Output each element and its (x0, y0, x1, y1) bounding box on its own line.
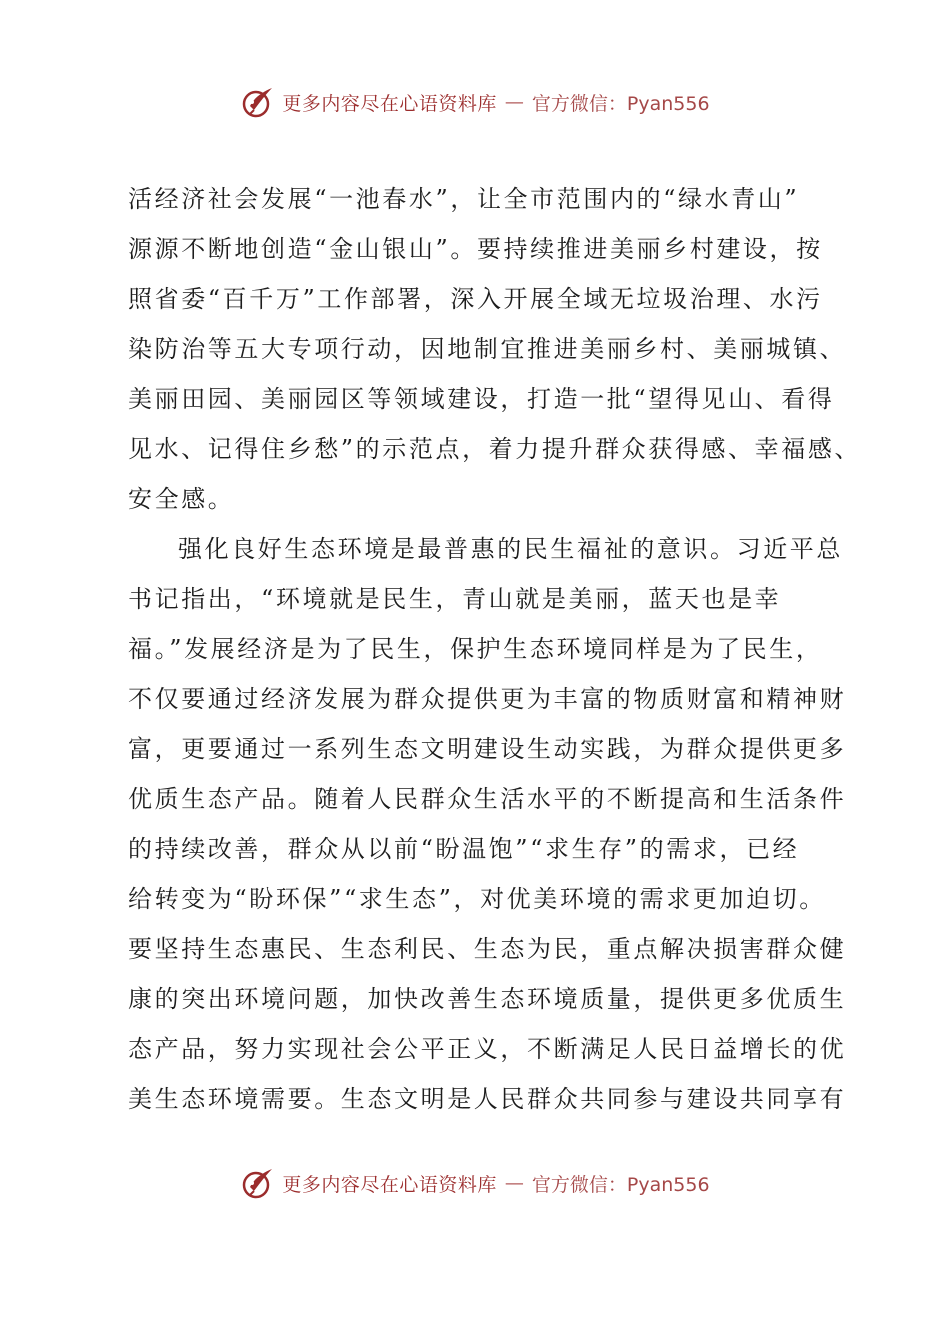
quill-logo-icon (240, 84, 276, 120)
body-line: 态产品，努力实现社会公平正义，不断满足人民日益增长的优 (128, 1035, 847, 1063)
header-banner-wechat: 官方微信：Pyan556 (531, 92, 710, 115)
document-body (128, 174, 862, 1124)
header-banner-title: 更多内容尽在心语资料库 (282, 92, 497, 115)
footer-banner-content (240, 1165, 709, 1201)
header-banner (0, 82, 950, 122)
body-line: 染防治等五大专项行动，因地制宜推进美丽乡村、美丽城镇、 (128, 335, 847, 363)
body-line: 照省委“百千万”工作部署，深入开展全域无垃圾治理、水污 (128, 285, 823, 313)
footer-banner-title: 更多内容尽在心语资料库 (282, 1173, 497, 1196)
body-line: 书记指出，“环境就是民生，青山就是美丽，蓝天也是幸 (128, 585, 782, 613)
header-banner-content (240, 84, 709, 120)
body-line: 美丽田园、美丽园区等领域建设，打造一批“望得见山、看得 (128, 385, 835, 413)
header-banner-separator: — (504, 91, 524, 113)
body-line: 安全感。 (128, 485, 235, 513)
body-line: 富，更要通过一系列生态文明建设生动实践，为群众提供更多 (128, 735, 847, 763)
body-line: 优质生态产品。随着人民群众生活水平的不断提高和生活条件 (128, 785, 847, 813)
body-line: 见水、记得住乡愁”的示范点，着力提升群众获得感、幸福感、 (128, 435, 862, 463)
body-line: 源源不断地创造“金山银山”。要持续推进美丽乡村建设，按 (128, 235, 823, 263)
footer-banner (0, 1163, 950, 1203)
paragraph-start-line: 强化良好生态环境是最普惠的民生福祉的意识。习近平总 (178, 535, 843, 563)
body-line: 活经济社会发展“一池春水”，让全市范围内的“绿水青山” (128, 185, 800, 213)
body-line: 康的突出环境问题，加快改善生态环境质量，提供更多优质生 (128, 985, 847, 1013)
body-line: 福。”发展经济是为了民生，保护生态环境同样是为了民生， (128, 635, 823, 663)
body-line: 不仅要通过经济发展为群众提供更为丰富的物质财富和精神财 (128, 685, 847, 713)
footer-banner-separator: — (504, 1172, 524, 1194)
footer-banner-wechat: 官方微信：Pyan556 (531, 1173, 710, 1196)
body-line: 要坚持生态惠民、生态利民、生态为民，重点解决损害群众健 (128, 935, 847, 963)
quill-logo-icon (240, 1165, 276, 1201)
body-line: 给转变为“盼环保”“求生态”，对优美环境的需求更加迫切。 (128, 885, 826, 913)
body-line: 的持续改善，群众从以前“盼温饱”“求生存”的需求，已经 (128, 835, 800, 863)
body-line: 美生态环境需要。生态文明是人民群众共同参与建设共同享有 (128, 1085, 847, 1113)
